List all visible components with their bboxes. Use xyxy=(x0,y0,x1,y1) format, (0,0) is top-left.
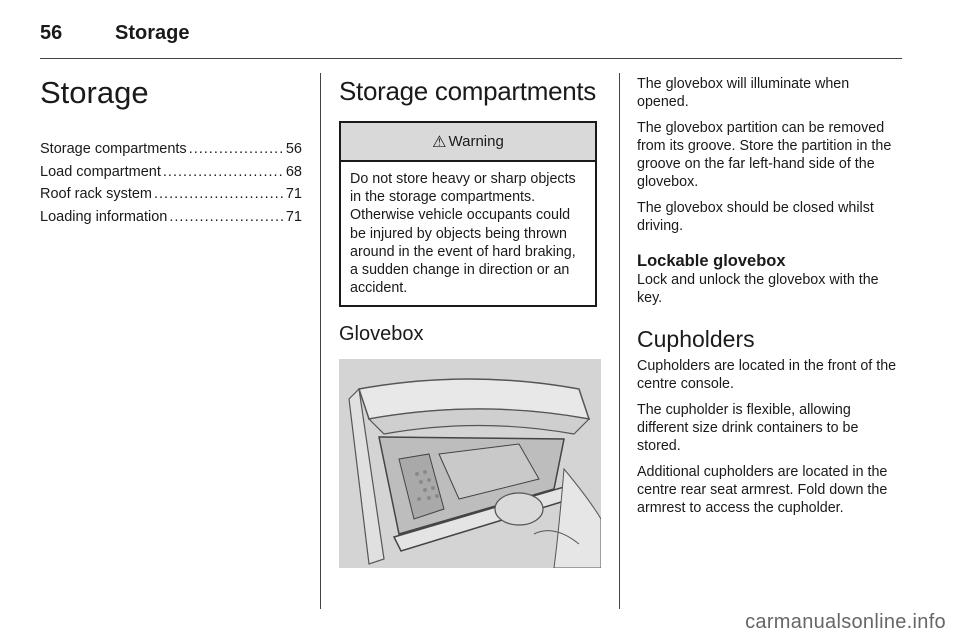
paragraph-cupholder-location: Cupholders are located in the front of the centre console. xyxy=(637,358,897,392)
column-divider-right xyxy=(619,73,620,609)
paragraph-cupholder-flexible: The cupholder is flexible, allowing different size drink containers to be stored. xyxy=(637,402,859,454)
toc-leader-dots xyxy=(154,186,284,202)
toc-label: Storage compartments xyxy=(40,141,187,157)
glovebox-drawing xyxy=(339,359,601,568)
subsection-title: Glovebox xyxy=(339,323,424,346)
paragraph-lock-unlock: Lock and unlock the glovebox with the key. xyxy=(637,272,879,306)
toc-page-number: 56 xyxy=(285,141,302,157)
heading-cupholders: Cupholders xyxy=(637,326,755,352)
page-number: 56 xyxy=(40,21,63,44)
warning-header xyxy=(341,123,595,162)
glovebox-illustration xyxy=(339,359,601,568)
paragraph-glovebox-illumination: The glovebox will illuminate when opened. xyxy=(637,76,850,110)
warning-box xyxy=(339,121,597,307)
paragraph-additional-cupholders: Additional cupholders are located in the centre rear seat armrest. Fold down the armrest to access the cupholder. xyxy=(637,464,888,516)
toc-leader-dots xyxy=(189,141,284,157)
warning-text: Do not store heavy or sharp objects in the storage compartments. Otherwise vehicle occupants could be injured by objects being thrown around in the event of hard braking, a sudden change in direction or an accident. xyxy=(350,171,576,297)
section-title: Storage compartments xyxy=(339,76,597,106)
paragraph-glovebox-partition: The glovebox partition can be removed from its groove. Store the partition in the groove on the far left-hand side of the glovebox. xyxy=(637,120,892,190)
middle-column xyxy=(339,75,601,568)
page-header xyxy=(40,18,189,48)
header-divider xyxy=(40,58,902,59)
toc-leader-dots xyxy=(169,209,283,225)
column-divider-left xyxy=(320,73,321,609)
warning-heading: Warning xyxy=(448,133,504,150)
table-of-contents xyxy=(40,141,302,232)
heading-lockable-glovebox: Lockable glovebox xyxy=(637,252,786,270)
toc-entry-storage-compartments[interactable] xyxy=(40,141,302,164)
toc-label: Load compartment xyxy=(40,163,161,180)
paragraph-glovebox-closed: The glovebox should be closed whilst driving. xyxy=(637,200,874,234)
toc-page-number: 71 xyxy=(285,209,302,226)
toc-entry-load-compartment[interactable] xyxy=(40,164,302,187)
toc-label: Roof rack system xyxy=(40,186,152,203)
toc-label: Loading information xyxy=(40,209,168,226)
watermark: carmanualsonline.info xyxy=(745,611,946,633)
toc-page-number: 68 xyxy=(285,163,302,180)
running-title: Storage xyxy=(115,21,190,44)
chapter-column xyxy=(40,75,302,232)
toc-entry-loading-information[interactable] xyxy=(40,209,302,232)
toc-entry-roof-rack-system[interactable] xyxy=(40,186,302,209)
chapter-title: Storage xyxy=(40,75,149,110)
right-column xyxy=(637,75,903,525)
warning-triangle-icon: ⚠ xyxy=(432,133,447,151)
toc-leader-dots xyxy=(163,164,284,180)
toc-page-number: 71 xyxy=(285,186,302,203)
